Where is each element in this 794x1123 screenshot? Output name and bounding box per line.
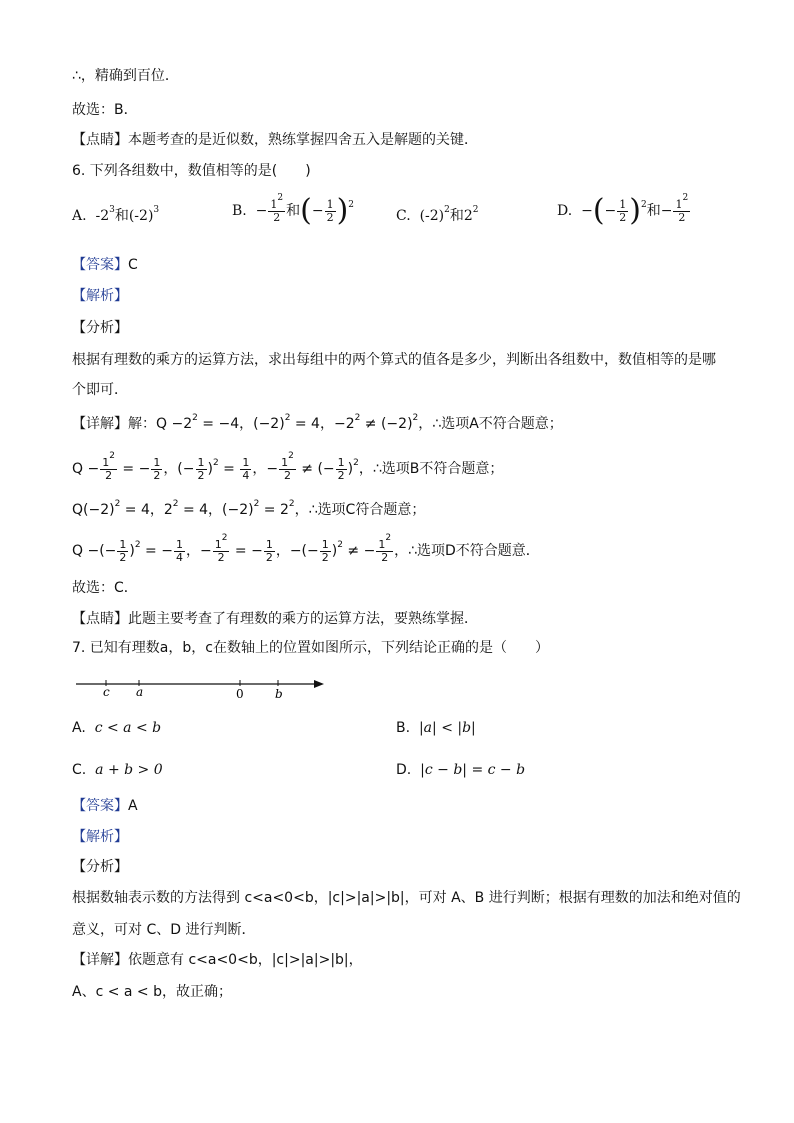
- detail-c: $Q(-2)^2 = 4$，$2^2 = 4$，$(-2)^2 = 2^2$，∴选项C符合题意；: [72, 499, 426, 518]
- comment-6: 【点睛】此题主要考查了有理数的乘方的运算方法，要熟练掌握．: [72, 611, 478, 627]
- fenxi-7-text2: 意义，可对 C、D 进行判断．: [72, 922, 256, 938]
- label-c: c: [103, 685, 110, 699]
- q7-option-a: A. c < a < b: [72, 720, 162, 736]
- answer-7-label: 【答案】: [72, 798, 128, 814]
- fenxi-6: 【分析】: [72, 320, 128, 336]
- q6-option-b: B. − $\frac{1^2}{2}$ 和(− $\frac{1}{2}$ )$^2$: [232, 193, 355, 228]
- jiexi-7: 【解析】: [72, 829, 128, 845]
- text-therefore: ∴，精确到百位．: [72, 68, 179, 84]
- question-6-stem: 6. 下列各组数中，数值相等的是( ): [72, 163, 311, 179]
- answer-label: 【答案】: [72, 257, 128, 273]
- answer-6: [72, 255, 138, 275]
- answer-7-value: A: [128, 798, 138, 814]
- fenxi-6-text1: 根据有理数的乘方的运算方法，求出每组中的两个算式的值各是多少，判断出各组数中，数值相等的是哪: [72, 352, 716, 368]
- label-b: b: [275, 687, 283, 700]
- q7-option-d: D. |c − b| = c − b: [396, 762, 526, 778]
- text-choose-b: 故选：B．: [72, 102, 138, 118]
- text-comment-5: 【点睛】本题考查的是近似数，熟练掌握四舍五入是解题的关键．: [72, 132, 478, 148]
- axis-arrow: [314, 680, 324, 688]
- q7-option-b: B. |a| < |b|: [396, 720, 476, 736]
- choose-c: 故选：C．: [72, 580, 138, 596]
- detail-7-a: A、c < a < b，故正确；: [72, 984, 233, 1000]
- answer-7: [72, 796, 138, 816]
- q6-option-d: D. −(− $\frac{1}{2}$ )$^2$和− $\frac{1^2}{2}$: [557, 193, 689, 228]
- q6-option-a: A. $-2^3$和$(-2)^3$: [72, 205, 160, 224]
- fenxi-7: 【分析】: [72, 859, 128, 875]
- label-a: a: [136, 685, 144, 699]
- number-line: [72, 672, 332, 700]
- answer-value: C: [128, 257, 138, 273]
- fenxi-6-text2: 个即可．: [72, 382, 128, 398]
- detail-d: Q −(− $\frac{1}{2}$ )$^2$ = − $\frac{1}{4}$ ，− $\frac{1^2}{2}$ = − $\frac{1}{2}$ ，−(− $\frac{1}{2}$ )$^2$ ≠ − $\frac{1^2}{2}$ ，∴选项D不符合题意．: [72, 533, 540, 564]
- detail-7: 【详解】依题意有 c<a<0<b，|c|>|a|>|b|，: [72, 952, 363, 968]
- label-zero: 0: [236, 687, 244, 700]
- q7-option-c: C. a + b > 0: [72, 762, 163, 778]
- jiexi-6: 【解析】: [72, 288, 128, 304]
- question-7-stem: 7. 已知有理数a，b，c在数轴上的位置如图所示，下列结论正确的是（ ）: [72, 640, 549, 656]
- fenxi-7-text1: 根据数轴表示数的方法得到 c<a<0<b，|c|>|a|>|b|，可对 A、B 进行判断；根据有理数的加法和绝对值的: [72, 890, 741, 906]
- detail-a: 【详解】解：$Q -2^2 = -4$，$(-2)^2 = 4$，$-2^2 \ne (-2)^2$，∴选项A不符合题意；: [72, 413, 563, 432]
- detail-b: Q − $\frac{1^2}{2}$ = − $\frac{1}{2}$ ，(− $\frac{1}{2}$ )$^2$ = $\frac{1}{4}$ ，− $\frac{1^2}{2}$ ≠ (− $\frac{1}{2}$ )$^2$，∴选项B不符合题意；: [72, 451, 504, 482]
- q6-option-c: C. $(-2)^2$和$2^2$: [396, 205, 479, 224]
